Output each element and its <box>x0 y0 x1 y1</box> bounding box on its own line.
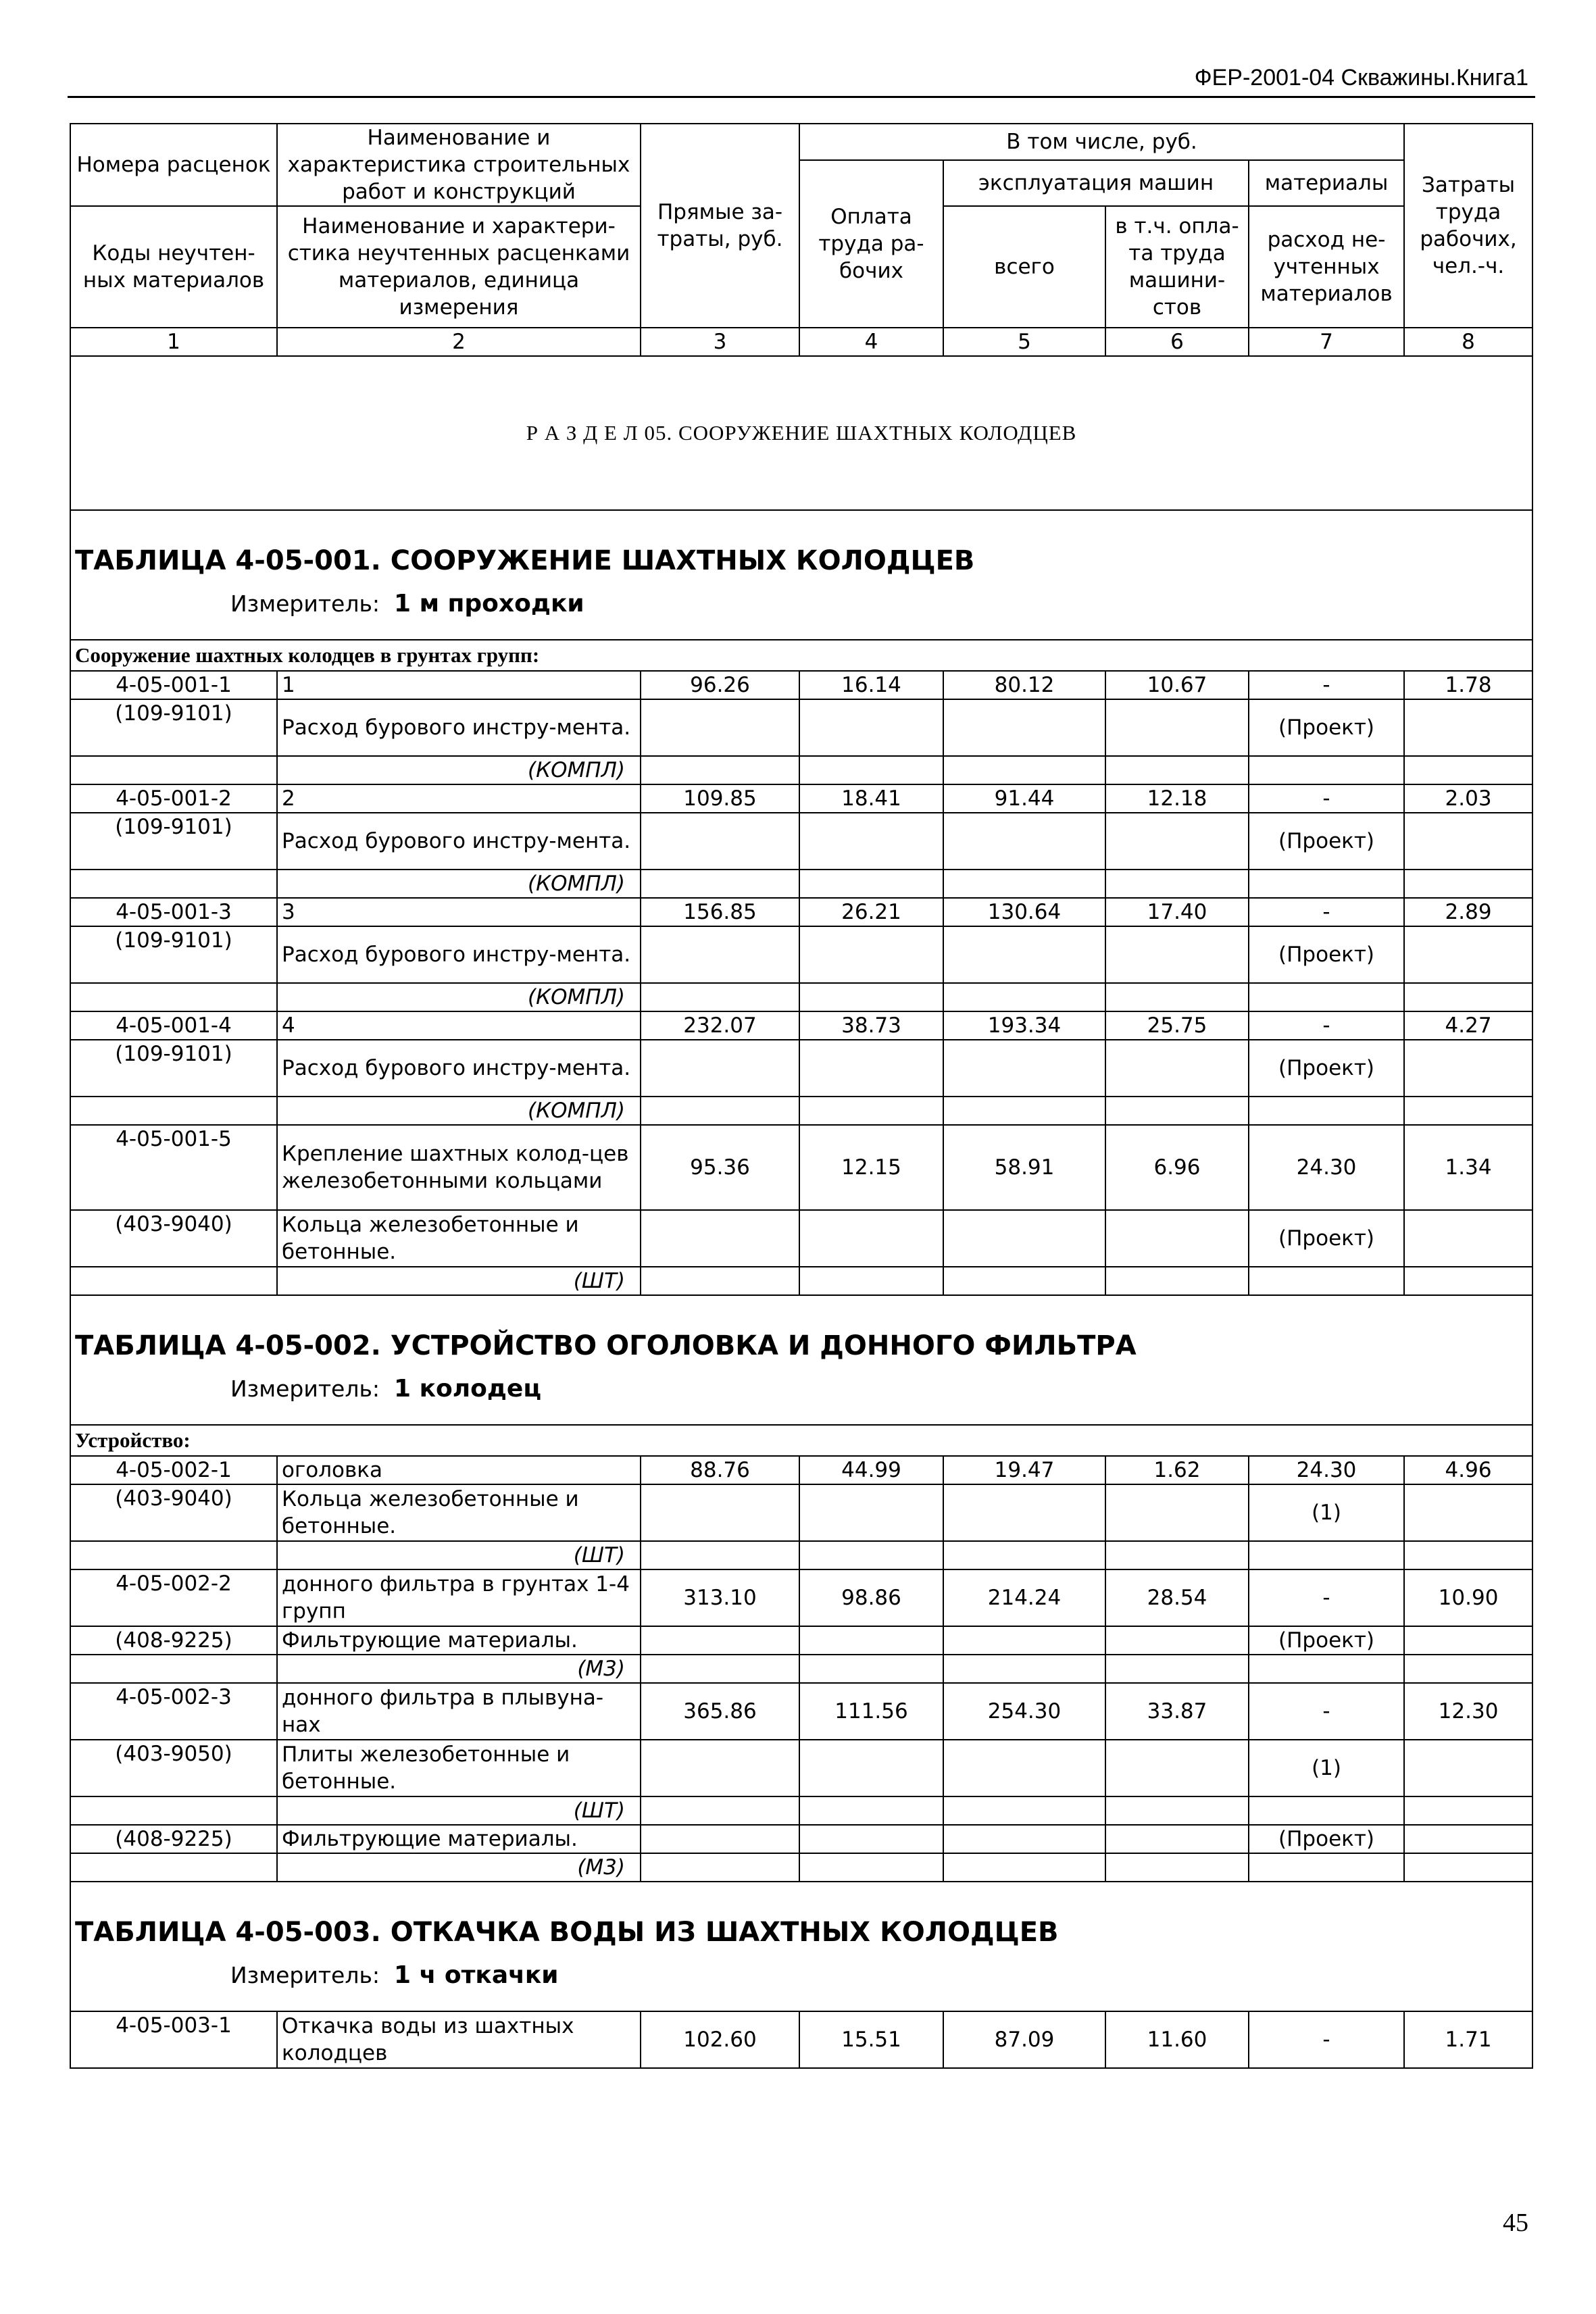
table-cell: (Проект) <box>1249 699 1404 756</box>
table-cell: (408-9225) <box>70 1825 277 1853</box>
table-cell: Откачка воды из шахтных колодцев <box>277 2011 641 2068</box>
table-row <box>70 784 1532 813</box>
group-header: В том числе, руб. <box>799 124 1404 160</box>
unit-label: (ШТ) <box>277 1796 641 1825</box>
table-cell: 91.44 <box>943 784 1105 813</box>
table-cell: 4 <box>277 1011 641 1040</box>
table-cell: 95.36 <box>641 1125 799 1210</box>
table-cell: 17.40 <box>1105 898 1249 926</box>
running-title: ФЕР-2001-04 Скважины.Книга1 <box>1194 65 1528 91</box>
unit-label: (КОМПЛ) <box>277 983 641 1011</box>
col-number: 5 <box>943 328 1105 356</box>
table-cell: оголовка <box>277 1456 641 1484</box>
header-rule <box>68 96 1535 98</box>
table-cell: 19.47 <box>943 1456 1105 1484</box>
table-cell: (1) <box>1249 1740 1404 1796</box>
table-title: ТАБЛИЦА 4-05-002. УСТРОЙСТВО ОГОЛОВКА И ДОННОГО ФИЛЬТРА <box>75 1330 1137 1361</box>
table-title: ТАБЛИЦА 4-05-003. ОТКАЧКА ВОДЫ ИЗ ШАХТНЫХ КОЛОДЦЕВ <box>75 1917 1059 1948</box>
table-cell: (1) <box>1249 1484 1404 1541</box>
table-cell: (109-9101) <box>70 699 277 756</box>
table-cell: 2.03 <box>1404 784 1532 813</box>
table-cell: 2.89 <box>1404 898 1532 926</box>
table-row <box>70 926 1532 983</box>
table-cell: 10.67 <box>1105 671 1249 699</box>
group-label: Устройство: <box>70 1425 1532 1456</box>
unit-label: (М3) <box>277 1655 641 1683</box>
table-cell: 1 колодец <box>394 1375 542 1403</box>
table-cell: (Проект) <box>1249 1825 1404 1853</box>
col5-header: всего <box>943 206 1105 328</box>
table-cell: (109-9101) <box>70 1040 277 1097</box>
measure <box>75 1962 1528 1989</box>
table-cell: (Проект) <box>1249 1210 1404 1267</box>
col-number: 3 <box>641 328 799 356</box>
table-cell: - <box>1249 1683 1404 1740</box>
table-cell: (Проект) <box>1249 813 1404 870</box>
table-row <box>70 1683 1532 1740</box>
table-cell: 1.62 <box>1105 1456 1249 1484</box>
table-header <box>70 1882 1532 2011</box>
col-number: 6 <box>1105 328 1249 356</box>
table-row <box>70 1484 1532 1541</box>
col-number: 1 <box>70 328 277 356</box>
table-cell: 4-05-002-1 <box>70 1456 277 1484</box>
table-cell: Кольца железобетонные и бетонные. <box>277 1210 641 1267</box>
table-cell: 28.54 <box>1105 1569 1249 1626</box>
table-cell: Измеритель: <box>230 1376 380 1402</box>
price-table <box>70 123 1533 2069</box>
col4-header: Оплата труда ра-бочих <box>799 160 943 328</box>
table-row <box>70 1825 1532 1853</box>
table-header <box>70 1295 1532 1425</box>
table-cell: 102.60 <box>641 2011 799 2068</box>
unit-label: (КОМПЛ) <box>277 1097 641 1125</box>
table-cell: 3 <box>277 898 641 926</box>
table-cell: 24.30 <box>1249 1125 1404 1210</box>
unit-label: (М3) <box>277 1853 641 1882</box>
measure <box>75 590 1528 618</box>
table-cell: (109-9101) <box>70 813 277 870</box>
table-cell: (109-9101) <box>70 926 277 983</box>
table-cell: 4-05-001-5 <box>70 1125 277 1210</box>
table-cell: Кольца железобетонные и бетонные. <box>277 1484 641 1541</box>
table-cell: - <box>1249 784 1404 813</box>
table-cell: (Проект) <box>1249 926 1404 983</box>
table-cell: 80.12 <box>943 671 1105 699</box>
table-cell: 214.24 <box>943 1569 1105 1626</box>
col-number: 8 <box>1404 328 1532 356</box>
table-cell: 109.85 <box>641 784 799 813</box>
col3-header: Прямые за-траты, руб. <box>641 124 799 328</box>
machines-header: эксплуатация машин <box>943 160 1249 206</box>
table-cell: 193.34 <box>943 1011 1105 1040</box>
table-cell: 365.86 <box>641 1683 799 1740</box>
col-number: 2 <box>277 328 641 356</box>
table-row <box>70 1456 1532 1484</box>
col1-header-bottom: Коды неучтен-ных материалов <box>70 206 277 328</box>
table-row <box>70 699 1532 756</box>
table-cell: 4-05-001-3 <box>70 898 277 926</box>
table-cell: - <box>1249 2011 1404 2068</box>
table-header <box>70 510 1532 640</box>
table-cell: 1.78 <box>1404 671 1532 699</box>
table-cell: 4.27 <box>1404 1011 1532 1040</box>
table-cell: 1.71 <box>1404 2011 1532 2068</box>
table-row <box>70 1626 1532 1655</box>
table-cell: 12.30 <box>1404 1683 1532 1740</box>
table-cell: донного фильтра в плывуна-нах <box>277 1683 641 1740</box>
page-number: 45 <box>1503 2209 1528 2237</box>
table-cell: Крепление шахтных колод-цев железобетонными кольцами <box>277 1125 641 1210</box>
table-row <box>70 1210 1532 1267</box>
table-cell: (403-9040) <box>70 1484 277 1541</box>
col-number: 4 <box>799 328 943 356</box>
table-row <box>70 813 1532 870</box>
table-cell: 156.85 <box>641 898 799 926</box>
section-title: Р А З Д Е Л 05. СООРУЖЕНИЕ ШАХТНЫХ КОЛОДЦЕВ <box>70 356 1532 510</box>
table-cell: 4-05-003-1 <box>70 2011 277 2068</box>
col2-header-top: Наименование и характеристика строительных работ и конструкций <box>277 124 641 206</box>
table-cell: 16.14 <box>799 671 943 699</box>
table-cell: Фильтрующие материалы. <box>277 1626 641 1655</box>
table-row <box>70 1011 1532 1040</box>
table-cell: - <box>1249 1569 1404 1626</box>
table-cell: (403-9050) <box>70 1740 277 1796</box>
table-cell: 58.91 <box>943 1125 1105 1210</box>
table-cell: 38.73 <box>799 1011 943 1040</box>
table-cell: Расход бурового инстру-мента. <box>277 813 641 870</box>
table-cell: 25.75 <box>1105 1011 1249 1040</box>
table-cell: (Проект) <box>1249 1626 1404 1655</box>
table-cell: донного фильтра в грунтах 1-4 групп <box>277 1569 641 1626</box>
col2-header-bottom: Наименование и характери-стика неучтенных расценками материалов, единица измерения <box>277 206 641 328</box>
table-cell: 26.21 <box>799 898 943 926</box>
unit-label: (ШТ) <box>277 1541 641 1569</box>
table-row <box>70 1125 1532 1210</box>
table-row <box>70 671 1532 699</box>
table-cell: - <box>1249 1011 1404 1040</box>
table-cell: 33.87 <box>1105 1683 1249 1740</box>
table-cell: 96.26 <box>641 671 799 699</box>
table-cell: 1 ч откачки <box>394 1961 559 1989</box>
table-cell: Измеритель: <box>230 590 380 617</box>
table-cell: 44.99 <box>799 1456 943 1484</box>
table-row <box>70 1040 1532 1097</box>
table-row <box>70 1569 1532 1626</box>
table-cell: 4-05-001-4 <box>70 1011 277 1040</box>
unit-label: (ШТ) <box>277 1267 641 1295</box>
table-cell: Измеритель: <box>230 1962 380 1988</box>
table-cell: 98.86 <box>799 1569 943 1626</box>
table-cell: Фильтрующие материалы. <box>277 1825 641 1853</box>
table-cell: Плиты железобетонные и бетонные. <box>277 1740 641 1796</box>
table-row <box>70 898 1532 926</box>
table-row <box>70 2011 1532 2068</box>
table-cell: 11.60 <box>1105 2011 1249 2068</box>
table-cell: 4-05-001-1 <box>70 671 277 699</box>
table-cell: 87.09 <box>943 2011 1105 2068</box>
table-cell: - <box>1249 671 1404 699</box>
table-cell: 130.64 <box>943 898 1105 926</box>
table-title: ТАБЛИЦА 4-05-001. СООРУЖЕНИЕ ШАХТНЫХ КОЛОДЦЕВ <box>75 545 975 576</box>
table-cell: (403-9040) <box>70 1210 277 1267</box>
col7-header: расход не-учтенных материалов <box>1249 206 1404 328</box>
table-cell: 2 <box>277 784 641 813</box>
unit-label: (КОМПЛ) <box>277 870 641 898</box>
table-row <box>70 1740 1532 1796</box>
table-cell: 313.10 <box>641 1569 799 1626</box>
col1-header-top: Номера расценок <box>70 124 277 206</box>
table-cell: (Проект) <box>1249 1040 1404 1097</box>
table-cell: 4-05-002-3 <box>70 1683 277 1740</box>
table-cell: 12.18 <box>1105 784 1249 813</box>
unit-label: (КОМПЛ) <box>277 756 641 784</box>
table-cell: 1.34 <box>1404 1125 1532 1210</box>
table-cell: 254.30 <box>943 1683 1105 1740</box>
table-cell: 15.51 <box>799 2011 943 2068</box>
table-cell: 1 м проходки <box>394 590 584 618</box>
table-cell: 1 <box>277 671 641 699</box>
table-cell: 10.90 <box>1404 1569 1532 1626</box>
table-cell: 18.41 <box>799 784 943 813</box>
col6-header: в т.ч. опла-та труда машини-стов <box>1105 206 1249 328</box>
table-cell: 4-05-002-2 <box>70 1569 277 1626</box>
table-cell: 6.96 <box>1105 1125 1249 1210</box>
table-cell: 24.30 <box>1249 1456 1404 1484</box>
table-cell: 4-05-001-2 <box>70 784 277 813</box>
col-number: 7 <box>1249 328 1404 356</box>
table-cell: Расход бурового инстру-мента. <box>277 699 641 756</box>
materials-header: материалы <box>1249 160 1404 206</box>
table-cell: (408-9225) <box>70 1626 277 1655</box>
table-cell: 88.76 <box>641 1456 799 1484</box>
table-cell: Расход бурового инстру-мента. <box>277 1040 641 1097</box>
table-cell: 12.15 <box>799 1125 943 1210</box>
col8-header: Затраты труда рабочих, чел.-ч. <box>1404 124 1532 328</box>
measure <box>75 1376 1528 1403</box>
table-cell: 232.07 <box>641 1011 799 1040</box>
table-cell: - <box>1249 898 1404 926</box>
table-cell: Расход бурового инстру-мента. <box>277 926 641 983</box>
table-cell: 4.96 <box>1404 1456 1532 1484</box>
group-label: Сооружение шахтных колодцев в грунтах групп: <box>70 640 1532 671</box>
table-cell: 111.56 <box>799 1683 943 1740</box>
